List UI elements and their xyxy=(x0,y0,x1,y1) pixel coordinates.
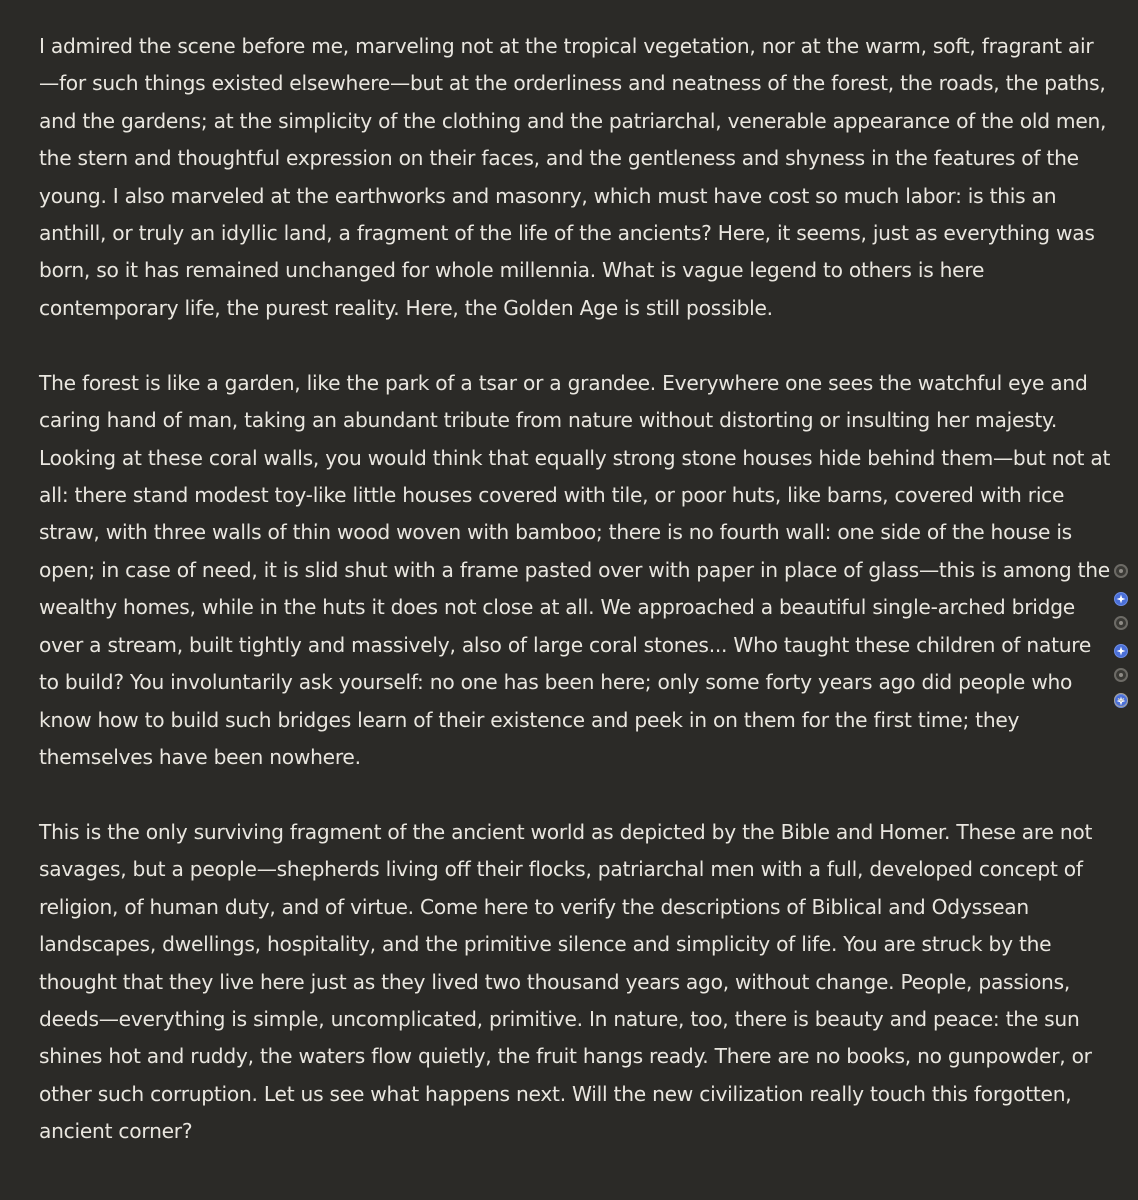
document-body xyxy=(39,28,1111,1151)
scroll-to-bottom-control xyxy=(1112,693,1130,709)
chevron-down-icon[interactable] xyxy=(1114,693,1128,707)
marker-icon[interactable] xyxy=(1114,668,1128,682)
marker-icon[interactable] xyxy=(1114,564,1128,578)
sparkle-icon[interactable] xyxy=(1114,592,1128,606)
paragraph-1: I admired the scene before me, marveling not at the tropical vegetation, nor at the warm, soft, fragrant air—for such things existed elsewhere—but at the orderliness and neatness of the forest, the roads, the paths, and the gardens; at the simplicity of the clothing and the patriarchal, venerable appearance of the old men, the stern and thoughtful expression on their faces, and the gentleness and shyness in the features of the young. I also marveled at the earthworks and masonry, which must have cost so much labor: is this an anthill, or truly an idyllic land, a fragment of the life of the ancients? Here, it seems, just as everything was born, so it has remained unchanged for whole millennia. What is vague legend to others is here contemporary life, the purest reality. Here, the Golden Age is still possible. xyxy=(39,34,1107,320)
sparkle-icon[interactable] xyxy=(1114,644,1128,658)
message-navigation-rail xyxy=(1112,564,1130,714)
marker-icon[interactable] xyxy=(1114,616,1128,630)
paragraph-3: This is the only surviving fragment of the ancient world as depicted by the Bible and Homer. These are not savages, but a people—shepherds living off their flocks, patriarchal men with a full, developed concept of religion, of human duty, and of virtue. Come here to verify the descriptions of Biblical and Odyssean landscapes, dwellings, hospitality, and the primitive silence and simplicity of life. You are struck by the thought that they live here just as they lived two thousand years ago, without change. People, passions, deeds—everything is simple, uncomplicated, primitive. In nature, too, there is beauty and peace: the sun shines hot and ruddy, the waters flow quietly, the fruit hangs ready. There are no books, no gunpowder, or other such corruption. Let us see what happens next. Will the new civilization really touch this forgotten, ancient corner? xyxy=(39,819,1093,1144)
paragraph-2: The forest is like a garden, like the park of a tsar or a grandee. Everywhere one sees the watchful eye and caring hand of man, taking an abundant tribute from nature without distorting or insulting her majesty. Looking at these coral walls, you would think that equally strong stone houses hide behind them—but not at all: there stand modest toy-like little houses covered with tile, or poor huts, like barns, covered with rice straw, with three walls of thin wood woven with bamboo; there is no fourth wall: one side of the house is open; in case of need, it is slid shut with a frame pasted over with paper in place of glass—this is among the wealthy homes, while in the huts it does not close at all. We approached a beautiful single-arched bridge over a stream, built tightly and massively, also of large coral stones... Who taught these children of nature to build? You involuntarily ask yourself: no one has been here; only some forty years ago did people who know how to build such bridges learn of their existence and peek in on them for the first time; they themselves have been nowhere. xyxy=(39,370,1111,769)
